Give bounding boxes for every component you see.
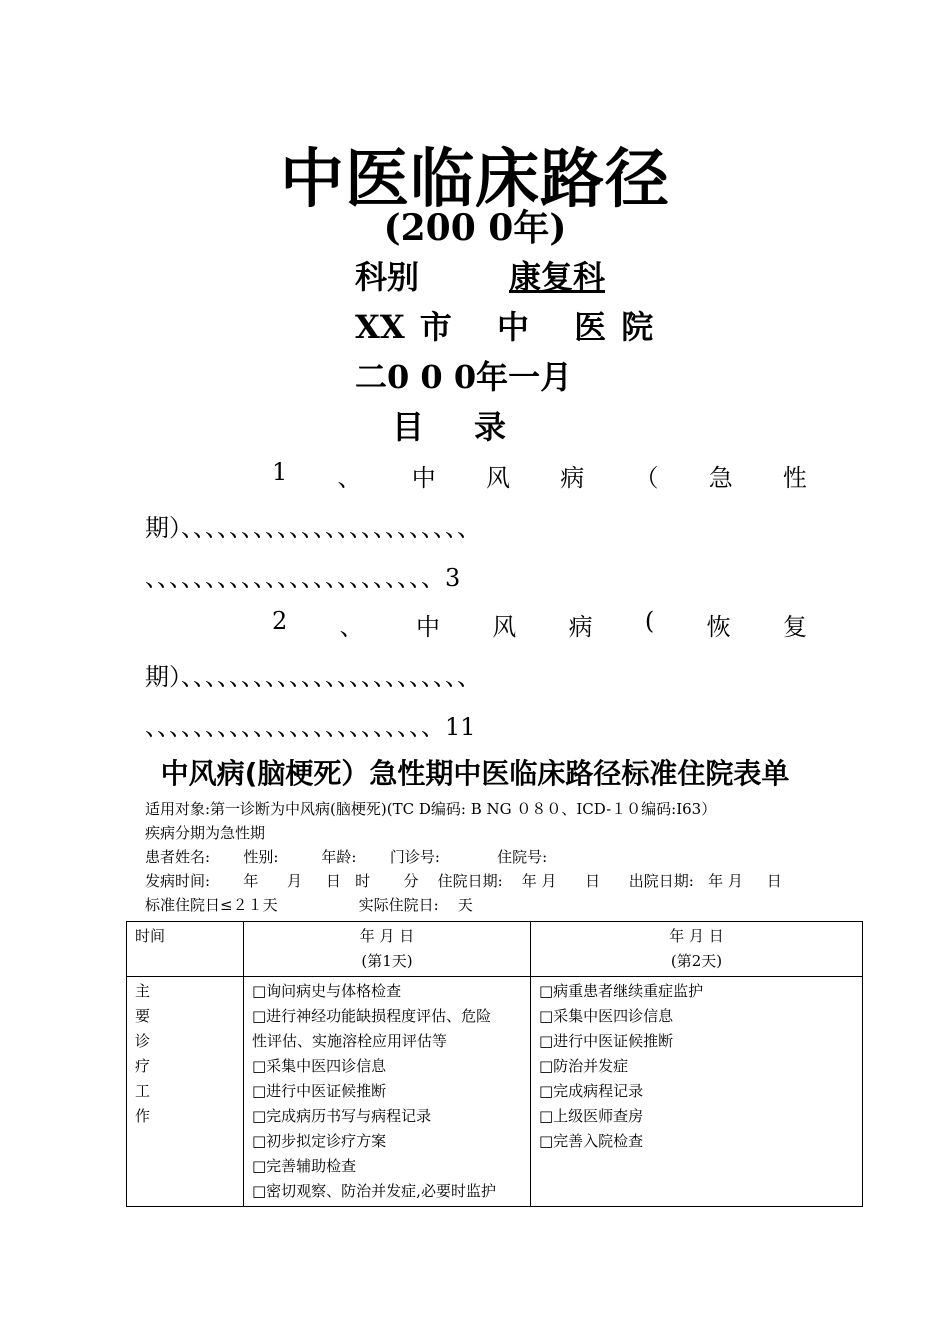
toc-title: 目录	[392, 408, 557, 446]
hospital-name	[355, 302, 653, 348]
task-checkbox-item[interactable]: □询问病史与体格检查	[252, 982, 402, 1000]
day2-date: 年 月 日	[669, 927, 724, 945]
day2-label: (第2天)	[670, 952, 723, 970]
hospital-part: XX	[355, 308, 405, 346]
toc-entry-title: 1 、 中 风 病 （ 急 性	[272, 458, 807, 492]
toc-entry[interactable]	[145, 607, 807, 757]
task-checkbox-item[interactable]: □防治并发症	[539, 1057, 629, 1075]
task-checkbox-item-continued: 性评估、实施溶栓应用评估等	[252, 1032, 448, 1050]
form-title: 中风病(脑梗死）急性期中医临床路径标准住院表单	[160, 757, 790, 790]
table-header-row	[127, 922, 863, 977]
patient-info: 患者姓名: 性别: 年龄: 门诊号: 住院号:	[145, 848, 548, 866]
task-checkbox-item[interactable]: □完成病历书写与病程记录	[252, 1107, 432, 1125]
department-line	[355, 252, 605, 298]
hospital-part: 中	[496, 308, 529, 346]
task-checkbox-item[interactable]: □进行中医证候推断	[252, 1082, 387, 1100]
toc-entry-leader: 期）、、、、、、、、、、、、、、、、、、、、、、、、	[145, 514, 481, 542]
task-checkbox-item[interactable]: □病重患者继续重症监护	[539, 982, 704, 1000]
task-checkbox-item[interactable]: □采集中医四诊信息	[539, 1007, 674, 1025]
table-row	[127, 977, 863, 1207]
hospital-part: 市	[419, 308, 452, 346]
toc-entry-page: 、、、、、、、、、、、、、、、、、、、、、、、、11	[145, 713, 476, 741]
task-checkbox-item[interactable]: □上级医师查房	[539, 1107, 644, 1125]
day1-label: (第1天)	[361, 952, 413, 970]
day2-tasks	[531, 977, 863, 1207]
document-title: 中医临床路径	[280, 143, 670, 217]
day1-tasks	[244, 977, 531, 1207]
day2-header	[531, 922, 863, 977]
task-checkbox-item[interactable]: □采集中医四诊信息	[252, 1057, 387, 1075]
toc-entry[interactable]	[145, 458, 807, 608]
clinical-pathway-table	[126, 921, 863, 1207]
row-label: 主 要 诊 疗 工 作	[127, 977, 244, 1207]
task-checkbox-item[interactable]: □初步拟定诊疗方案	[252, 1132, 387, 1150]
dates-info: 发病时间: 年 月 日 时 分 住院日期: 年 月 日 出院日期: 年 月 日	[145, 872, 782, 890]
task-checkbox-item[interactable]: □密切观察、防治并发症,必要时监护	[252, 1182, 496, 1200]
task-checkbox-item[interactable]: □完善辅助检查	[252, 1157, 357, 1175]
task-checkbox-item[interactable]: □完成病程记录	[539, 1082, 644, 1100]
task-checkbox-item[interactable]: □进行中医证候推断	[539, 1032, 674, 1050]
toc-entry-title: 2 、 中 风 病 ( 恢 复	[272, 607, 807, 641]
task-checkbox-item[interactable]: □完善入院检查	[539, 1132, 644, 1150]
department-label: 科别	[355, 258, 420, 296]
hospital-part: 院	[621, 308, 654, 346]
day1-date: 年 月 日	[359, 927, 415, 945]
day1-header	[244, 922, 531, 977]
form-info	[145, 797, 782, 917]
stay-info: 标准住院日≤２１天 实际住院日: 天	[145, 896, 473, 914]
disease-stage: 疾病分期为急性期	[145, 824, 266, 842]
hospital-part: 医	[574, 308, 607, 346]
toc-entry-leader: 期）、、、、、、、、、、、、、、、、、、、、、、、、	[145, 663, 481, 691]
department-value: 康复科	[509, 258, 606, 296]
document-date: 二0 0 0年一月	[355, 358, 573, 396]
task-checkbox-item[interactable]: □进行神经功能缺损程度评估、危险	[252, 1007, 492, 1025]
toc-entry-page: 、、、、、、、、、、、、、、、、、、、、、、、、3	[145, 564, 461, 592]
document-year: (200 0年)	[383, 207, 567, 249]
time-header: 时间	[127, 922, 244, 977]
applicable-subject: 适用对象:第一诊断为中风病(脑梗死)(TC D编码: B NG ０８０、ICD-１０编码:I63）	[145, 800, 717, 818]
